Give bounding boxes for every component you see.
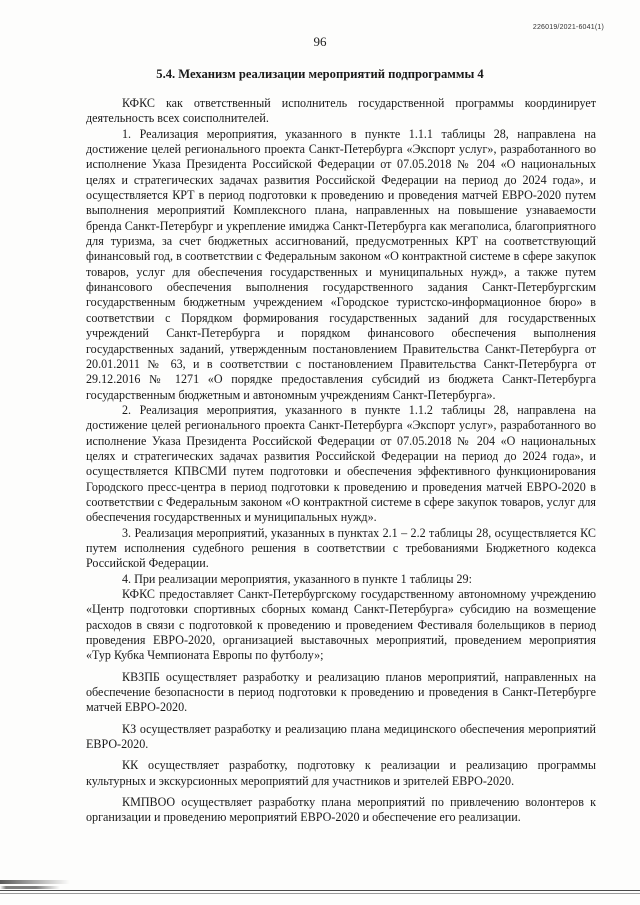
section-title: 5.4. Механизм реализации мероприятий подпрограммы 4 [156, 67, 484, 81]
scan-artifact-line [0, 890, 640, 891]
paragraph-kvzpb: КВЗПБ осуществляет разработку и реализацию планов мероприятий, направленных на обеспечение безопасности в период подготовки к проведению и проведения в Санкт-Петербурге матчей ЕВРО-2020. [86, 669, 596, 715]
paragraph-item-4: 4. При реализации мероприятия, указанного в пункте 1 таблицы 29: [122, 571, 472, 586]
document-registration-number: 226019/2021-6041(1) [532, 24, 604, 31]
scan-artifact-line-secondary [0, 893, 640, 894]
paragraph-item-1: 1. Реализация мероприятия, указанного в пункте 1.1.1 таблицы 28, направлена на достижение целей регионального проекта Санкт-Петербурга «Экспорт услуг», разработанного во исполнение Указа Президента Российской Федерации от 07.05.2018 № 204 «О национальных целях и стратегических задачах развития Российской Федерации на период до 2024 года», и осуществляется КРТ в период подготовки к проведению и проведения матчей ЕВРО-2020 путем выполнения мероприятий Комплексного плана, направленных на повышение узнаваемости бренда Санкт-Петербург и укрепление имиджа Санкт-Петербурга как мегаполиса, благоприятного для туризма, за счет бюджетных ассигнований, предусмотренных КРТ на соответствующий финансовый год, в соответствии с Федеральным законом «О контрактной системе в сфере закупок товаров, услуг для обеспечения государственных и муниципальных нужд», а также путем финансового обеспечения выполнения государственного задания Санкт-Петербургским государственным бюджетным учреждением «Городское туристско-информационное бюро» в соответствии с Порядком формирования государственных заданий для государственных учреждений Санкт-Петербурга и порядком финансового обеспечения выполнения государственных заданий, утвержденным постановлением Правительства Санкт-Петербурга от 20.01.2011 № 63, и в соответствии с постановлением Правительства Санкт-Петербурга от 29.12.2016 № 1271 «О порядке предоставления субсидий из бюджета Санкт-Петербурга государственным бюджетным и автономным учреждениям Санкт-Петербурга». [86, 126, 596, 402]
page-number: 96 [313, 34, 327, 49]
paragraph-item-3: 3. Реализация мероприятий, указанных в пунктах 2.1 – 2.2 таблицы 28, осуществляется КС путем исполнения судебного решения в соответствии с требованиями Бюджетного кодекса Российской Федерации. [86, 525, 596, 571]
paragraph-kz: КЗ осуществляет разработку и реализацию плана медицинского обеспечения мероприятий ЕВРО-2020. [86, 721, 596, 752]
paragraph-kk: КК осуществляет разработку, подготовку к реализации и реализацию программы культурных и экскурсионных мероприятий для участников и зрителей ЕВРО-2020. [86, 758, 596, 788]
paragraph-intro: КФКС как ответственный исполнитель государственной программы координирует деятельность всех соисполнителей. [86, 96, 596, 126]
paragraph-item-2: 2. Реализация мероприятия, указанного в пункте 1.1.2 таблицы 28, направлена на достижение целей регионального проекта Санкт-Петербурга «Экспорт услуг», разработанного во исполнение Указа Президента Российской Федерации от 07.05.2018 № 204 «О национальных целях и стратегических задачах развития Российской Федерации на период до 2024 года», и осуществляется КПВСМИ путем подготовки и обеспечения эффективного функционирования Городского пресс-центра в период подготовки к проведению и проведения матчей ЕВРО-2020 в соответствии с Федеральным законом «О контрактной системе в сфере закупок товаров, услуг для обеспечения государственных и муниципальных нужд». [86, 402, 596, 525]
document-body [86, 96, 596, 826]
paragraph-kmpvoo: КМПВОО осуществляет разработку плана мероприятий по привлечению волонтеров к организации и проведению мероприятий ЕВРО-2020 и обеспечение его реализации. [86, 795, 596, 825]
scan-artifact-edge [0, 886, 640, 889]
scan-artifact-mark [0, 880, 70, 884]
paragraph-kfks: КФКС предоставляет Санкт-Петербургскому государственному автономному учреждению «Центр подготовки спортивных сборных команд Санкт-Петербурга» субсидию на возмещение расходов в связи с подготовкой к проведению и проведением Фестиваля болельщиков в период проведения ЕВРО-2020, организацией выставочных мероприятий, проведением мероприятия «Тур Кубка Чемпионата Европы по футболу»; [86, 587, 596, 663]
